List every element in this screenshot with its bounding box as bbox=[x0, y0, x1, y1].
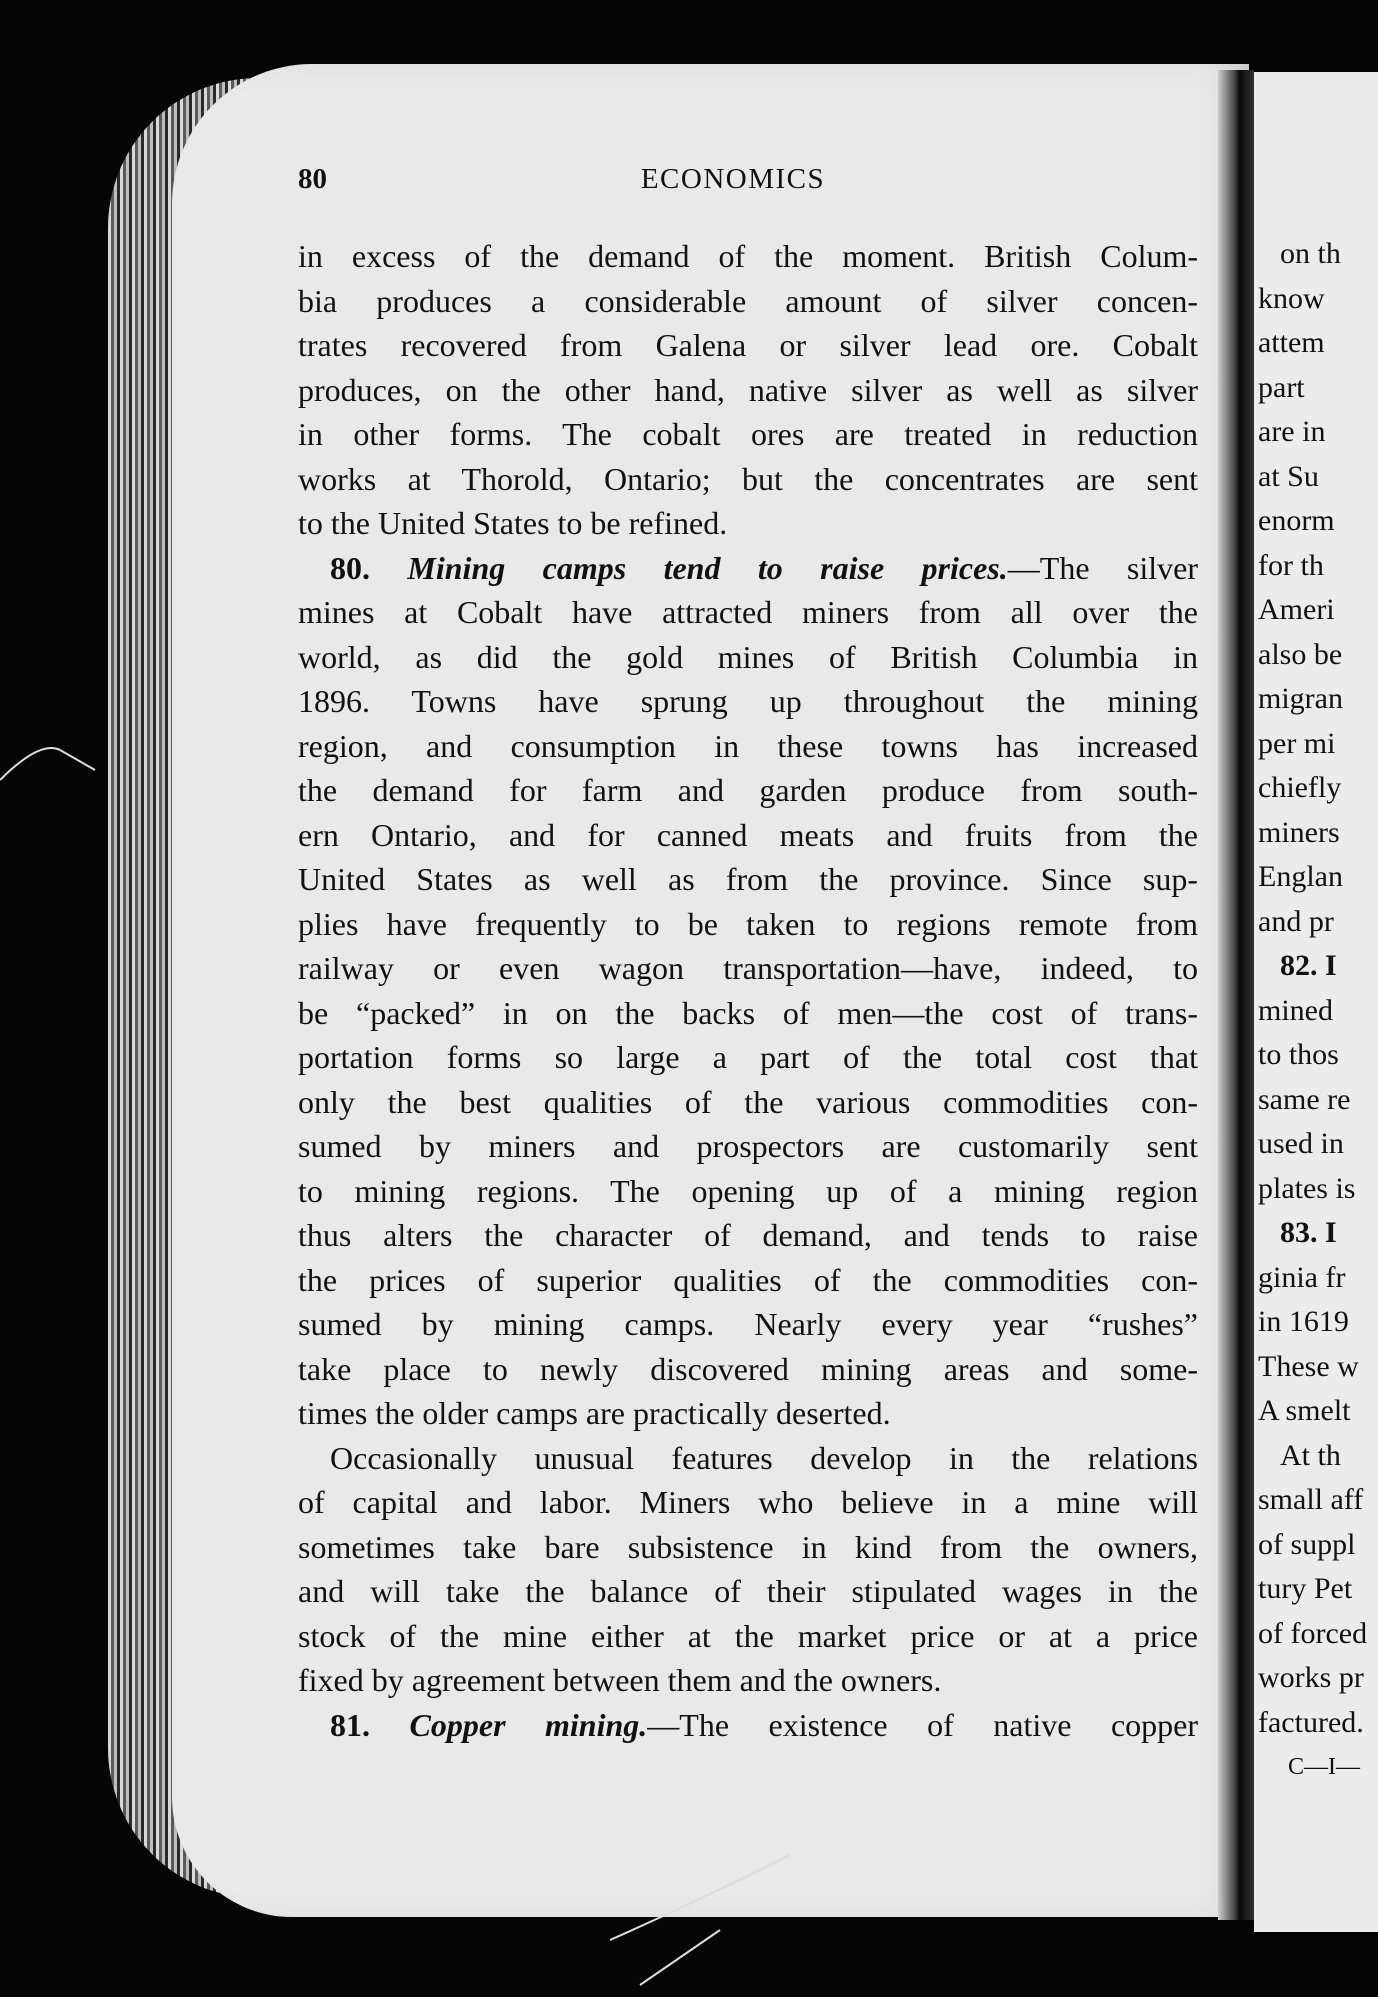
text-line: sumed by miners and prospectors are customarily sent bbox=[298, 1128, 1198, 1164]
text-line: also be bbox=[1258, 637, 1343, 671]
text-line: Englan bbox=[1258, 860, 1343, 893]
text-line: Ameri bbox=[1258, 593, 1335, 626]
text-line: and pr bbox=[1258, 904, 1334, 938]
text-line: ern Ontario, and for canned meats and fruits from the bbox=[298, 816, 1198, 853]
text-line: and will take the balance of their stipulated wages in the bbox=[298, 1573, 1198, 1609]
text-line: 83. I bbox=[1280, 1216, 1337, 1249]
text-line: works pr bbox=[1258, 1661, 1364, 1694]
text-line: thus alters the character of demand, and tends to raise bbox=[298, 1217, 1198, 1253]
text-line: sumed by mining camps. Nearly every year “rushes” bbox=[298, 1306, 1198, 1342]
signature-mark: C—I— bbox=[1288, 1754, 1360, 1780]
text-line: These w bbox=[1258, 1349, 1359, 1383]
text-line: world, as did the gold mines of British Columbia in bbox=[298, 638, 1198, 675]
text-line: used in bbox=[1258, 1127, 1344, 1160]
text-line: portation forms so large a part of the total cost that bbox=[298, 1039, 1198, 1075]
text-line: attem bbox=[1258, 326, 1325, 359]
text-line: of suppl bbox=[1258, 1527, 1356, 1561]
text-line: ginia fr bbox=[1258, 1260, 1346, 1294]
section-heading-80 bbox=[298, 546, 1198, 591]
right-page-text bbox=[1258, 232, 1378, 1790]
text-line: small aff bbox=[1258, 1483, 1364, 1516]
text-line: A smelt bbox=[1258, 1394, 1351, 1427]
text-line: trates recovered from Galena or silver lead ore. Cobalt bbox=[298, 327, 1198, 363]
text-line: United States as well as from the province. Since sup- bbox=[298, 861, 1198, 897]
text-line: miners bbox=[1258, 815, 1340, 849]
text-line: bia produces a considerable amount of silver concen- bbox=[298, 282, 1198, 319]
scratch-bottom-2 bbox=[640, 1930, 720, 1985]
text-line: plates is bbox=[1258, 1171, 1356, 1205]
text-line: plies have frequently to be taken to regions remote from bbox=[298, 905, 1198, 942]
text-line: mines at Cobalt have attracted miners from all over the bbox=[298, 594, 1198, 630]
text-line: railway or even wagon transportation—have, indeed, to bbox=[298, 950, 1198, 986]
text-line: produces, on the other hand, native silver as well as silver bbox=[298, 371, 1198, 408]
text-line: in 1619 bbox=[1258, 1305, 1349, 1338]
text-line: migran bbox=[1258, 682, 1343, 715]
running-head bbox=[298, 163, 1168, 203]
text-line: Occasionally unusual features develop in the relations bbox=[330, 1439, 1198, 1476]
text-line: at Su bbox=[1258, 459, 1319, 493]
text-line: to the United States to be refined. bbox=[298, 505, 728, 541]
text-line: the demand for farm and garden produce from south- bbox=[298, 772, 1198, 808]
text-line: only the best qualities of the various commodities con- bbox=[298, 1083, 1198, 1120]
text-line: 82. I bbox=[1280, 949, 1337, 982]
text-line: be “packed” in on the backs of men—the cost of trans- bbox=[298, 994, 1198, 1031]
text-line: in excess of the demand of the moment. British Colum- bbox=[298, 238, 1198, 274]
section-title: Copper mining. bbox=[409, 1706, 648, 1743]
text-line: fixed by agreement between them and the owners. bbox=[298, 1662, 942, 1698]
body-text bbox=[298, 234, 1198, 1747]
text-line: are in bbox=[1258, 415, 1326, 448]
text-line: sometimes take bare subsistence in kind from the owners, bbox=[298, 1528, 1198, 1565]
text-line: for th bbox=[1258, 548, 1324, 582]
text-line: works at Thorold, Ontario; but the concentrates are sent bbox=[298, 460, 1198, 497]
text-line: part bbox=[1258, 370, 1305, 404]
text-line: know bbox=[1258, 281, 1325, 315]
text-line: tury Pet bbox=[1258, 1572, 1353, 1605]
text-line: in other forms. The cobalt ores are treated in reduction bbox=[298, 416, 1198, 452]
text-line: times the older camps are practically deserted. bbox=[298, 1395, 891, 1431]
text-line: the prices of superior qualities of the commodities con- bbox=[298, 1261, 1198, 1298]
right-page-content bbox=[1254, 72, 1378, 1932]
section-heading-81 bbox=[298, 1703, 1198, 1748]
page-title: ECONOMICS bbox=[640, 163, 826, 195]
text-line: stock of the mine either at the market price or at a price bbox=[298, 1617, 1198, 1654]
text-line: chiefly bbox=[1258, 771, 1342, 804]
scratch-left bbox=[0, 748, 95, 780]
text-line: of capital and labor. Miners who believe in a mine will bbox=[298, 1484, 1198, 1520]
text-line: factured. bbox=[1258, 1705, 1364, 1739]
text-line: to thos bbox=[1258, 1038, 1339, 1071]
text-line: At th bbox=[1280, 1438, 1341, 1472]
section-number: 80. bbox=[330, 549, 370, 586]
text-line: per mi bbox=[1258, 726, 1336, 760]
text-line: enorm bbox=[1258, 504, 1335, 537]
page-number: 80 bbox=[298, 163, 327, 195]
text-line: mined bbox=[1258, 993, 1333, 1027]
text-line: 1896. Towns have sprung up throughout the mining bbox=[298, 683, 1198, 719]
section-number: 81. bbox=[330, 1706, 370, 1743]
text-line: take place to newly discovered mining areas and some- bbox=[298, 1350, 1198, 1387]
text-line: to mining regions. The opening up of a mining region bbox=[298, 1172, 1198, 1209]
scratch-bottom bbox=[610, 1855, 790, 1940]
text-line: on th bbox=[1280, 237, 1341, 270]
text-line: same re bbox=[1258, 1082, 1351, 1116]
section-title: Mining camps tend to raise prices. bbox=[407, 549, 1008, 586]
section-text: —The existence of native copper bbox=[647, 1706, 1199, 1743]
text-line: region, and consumption in these towns has increased bbox=[298, 727, 1198, 764]
section-text: —The silver bbox=[1007, 549, 1199, 586]
text-line: of forced bbox=[1258, 1616, 1368, 1650]
